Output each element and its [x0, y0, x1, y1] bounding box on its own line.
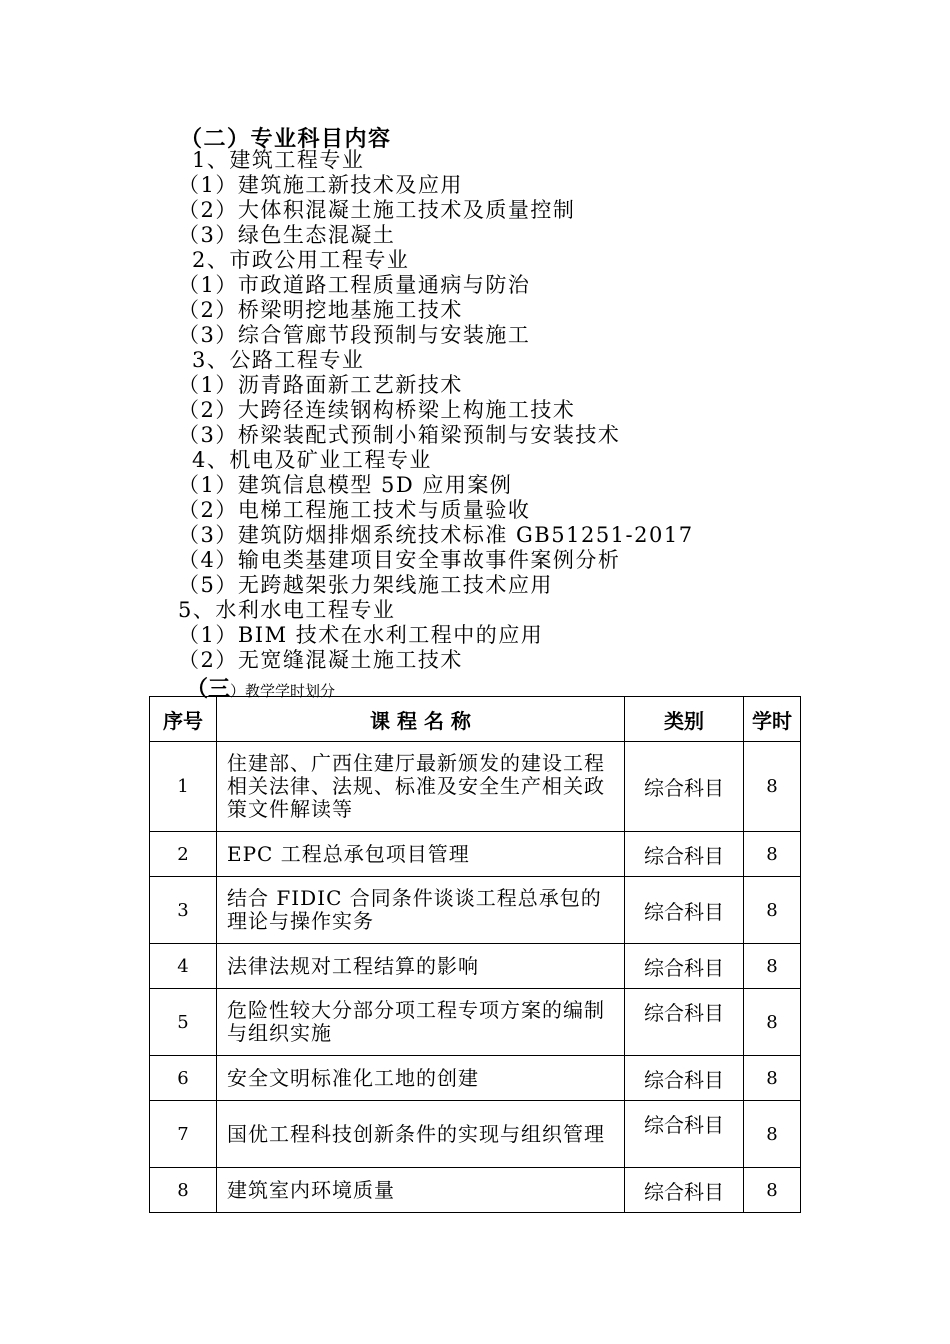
- course-hours-table: [149, 696, 801, 1213]
- row-category: 综合科目: [625, 1101, 744, 1168]
- content-line: （1）建筑信息模型 5D 应用案例: [178, 473, 513, 497]
- row-category: 综合科目: [625, 742, 744, 832]
- row-category: 综合科目: [625, 989, 744, 1056]
- row-hours: 8: [744, 877, 801, 944]
- content-line: （5）无跨越架张力架线施工技术应用: [178, 573, 553, 597]
- row-category: 综合科目: [625, 1056, 744, 1101]
- table-row: [150, 989, 801, 1056]
- row-hours: 8: [744, 944, 801, 989]
- header-course-name: 课 程 名 称: [217, 697, 625, 742]
- content-line: 4、机电及矿业工程专业: [192, 448, 432, 472]
- content-line: （1）市政道路工程质量通病与防治: [178, 273, 531, 297]
- table-row: [150, 742, 801, 832]
- row-no: 7: [150, 1101, 217, 1168]
- row-hours: 8: [744, 989, 801, 1056]
- header-no: 序号: [150, 697, 217, 742]
- row-category: 综合科目: [625, 832, 744, 877]
- content-line: （3）建筑防烟排烟系统技术标准 GB51251-2017: [178, 523, 694, 547]
- row-course-name: 建筑室内环境质量: [217, 1168, 625, 1213]
- row-course-name: 法律法规对工程结算的影响: [217, 944, 625, 989]
- table-row: [150, 877, 801, 944]
- sub-title-text: ）教学学时划分: [230, 682, 336, 700]
- table-row: [150, 1101, 801, 1168]
- content-line: 1、建筑工程专业: [192, 148, 365, 172]
- section-title: （二）专业科目内容: [180, 126, 392, 152]
- content-line: （3）绿色生态混凝土: [178, 223, 396, 247]
- row-course-name: EPC 工程总承包项目管理: [217, 832, 625, 877]
- row-no: 2: [150, 832, 217, 877]
- sub-title-prefix: （三: [186, 676, 231, 702]
- content-line: 2、市政公用工程专业: [192, 248, 410, 272]
- row-no: 4: [150, 944, 217, 989]
- content-line: （2）无宽缝混凝土施工技术: [178, 648, 463, 672]
- header-category: 类别: [625, 697, 744, 742]
- content-line: （3）桥梁装配式预制小箱梁预制与安装技术: [178, 423, 621, 447]
- row-hours: 8: [744, 1168, 801, 1213]
- table-row: [150, 832, 801, 877]
- row-no: 8: [150, 1168, 217, 1213]
- row-hours: 8: [744, 1056, 801, 1101]
- row-course-name: 国优工程科技创新条件的实现与组织管理: [217, 1101, 625, 1168]
- content-line: 3、公路工程专业: [192, 348, 365, 372]
- row-no: 1: [150, 742, 217, 832]
- table-row: [150, 1168, 801, 1213]
- row-course-name: 结合 FIDIC 合同条件谈谈工程总承包的理论与操作实务: [217, 877, 625, 944]
- row-course-name: 住建部、广西住建厅最新颁发的建设工程相关法律、法规、标准及安全生产相关政策文件解读等: [217, 742, 625, 832]
- content-line: （3）综合管廊节段预制与安装施工: [178, 323, 531, 347]
- content-line: 5、水利水电工程专业: [178, 598, 396, 622]
- row-course-name: 危险性较大分部分项工程专项方案的编制与组织实施: [217, 989, 625, 1056]
- row-hours: 8: [744, 1101, 801, 1168]
- content-line: （1）BIM 技术在水利工程中的应用: [178, 623, 544, 647]
- table-row: [150, 944, 801, 989]
- row-course-name: 安全文明标准化工地的创建: [217, 1056, 625, 1101]
- content-line: （1）建筑施工新技术及应用: [178, 173, 463, 197]
- table-row: [150, 1056, 801, 1101]
- row-hours: 8: [744, 742, 801, 832]
- row-category: 综合科目: [625, 944, 744, 989]
- content-line: （2）大跨径连续钢构桥梁上构施工技术: [178, 398, 576, 422]
- row-category: 综合科目: [625, 877, 744, 944]
- row-no: 6: [150, 1056, 217, 1101]
- content-line: （2）桥梁明挖地基施工技术: [178, 298, 463, 322]
- content-line: （2）电梯工程施工技术与质量验收: [178, 498, 531, 522]
- content-line: （4）输电类基建项目安全事故事件案例分析: [178, 548, 621, 572]
- header-hours: 学时: [744, 697, 801, 742]
- row-category: 综合科目: [625, 1168, 744, 1213]
- row-no: 5: [150, 989, 217, 1056]
- table-header-row: [150, 697, 801, 742]
- content-line: （1）沥青路面新工艺新技术: [178, 373, 463, 397]
- content-line: （2）大体积混凝土施工技术及质量控制: [178, 198, 576, 222]
- row-no: 3: [150, 877, 217, 944]
- row-hours: 8: [744, 832, 801, 877]
